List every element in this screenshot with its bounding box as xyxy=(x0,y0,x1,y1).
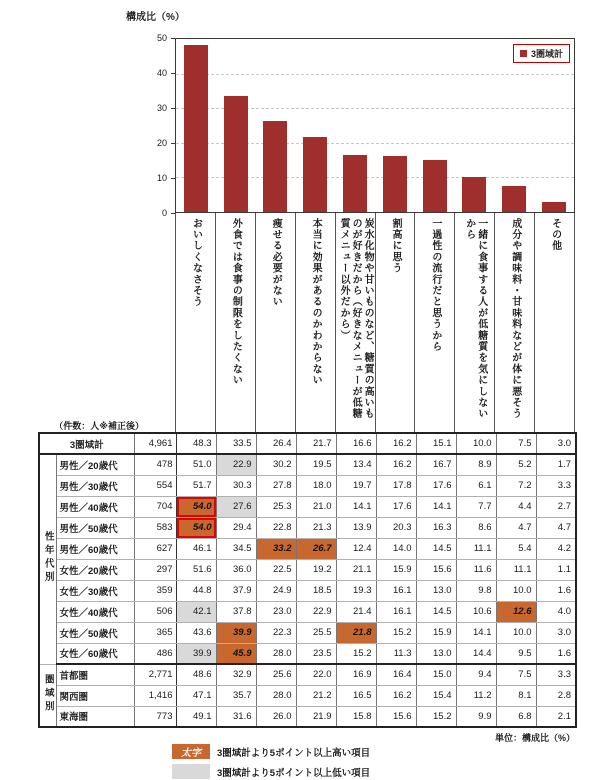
table-cell: 10.0 xyxy=(456,433,496,454)
bar xyxy=(303,137,327,212)
table-cell: 14.1 xyxy=(336,496,376,517)
table-cell: 7.5 xyxy=(496,664,536,685)
table-row xyxy=(39,433,576,454)
row-label: 男性／30歳代 xyxy=(56,475,134,496)
bar-slot xyxy=(455,39,495,212)
category-label: 割高に思う xyxy=(389,218,401,274)
table-cell: 15.2 xyxy=(336,643,376,664)
category-cell xyxy=(216,213,256,432)
table-cell: 19.7 xyxy=(336,475,376,496)
table-cell: 54.0 xyxy=(176,517,216,538)
table-cell: 11.6 xyxy=(456,559,496,580)
table-cell: 26.0 xyxy=(256,706,296,727)
table-cell: 42.1 xyxy=(176,601,216,622)
table-cell: 4.4 xyxy=(496,496,536,517)
bar xyxy=(184,45,208,212)
table-cell: 9.5 xyxy=(496,643,536,664)
bar-slot xyxy=(534,39,574,212)
row-count: 486 xyxy=(134,643,176,664)
table-cell: 16.9 xyxy=(336,664,376,685)
row-label: 男性／60歳代 xyxy=(56,538,134,559)
bar-slot xyxy=(415,39,455,212)
table-cell: 16.5 xyxy=(336,685,376,706)
low-legend-text: 3圏域計より5ポイント以上低い項目 xyxy=(217,767,371,779)
table-body xyxy=(39,433,576,727)
row-label: 東海圏 xyxy=(56,706,134,727)
row-label: 女性／50歳代 xyxy=(56,622,134,643)
table-cell: 49.1 xyxy=(176,706,216,727)
table-row xyxy=(39,664,576,685)
table-cell: 29.4 xyxy=(216,517,256,538)
table-cell: 33.2 xyxy=(256,538,296,559)
table-cell: 47.1 xyxy=(176,685,216,706)
table-cell: 14.5 xyxy=(416,538,456,559)
y-axis-ticks xyxy=(138,33,175,218)
row-label: 女性／30歳代 xyxy=(56,580,134,601)
table-cell: 16.2 xyxy=(376,454,416,475)
table-cell: 25.6 xyxy=(256,664,296,685)
table-cell: 12.6 xyxy=(496,601,536,622)
bar-slot xyxy=(375,39,415,212)
bar xyxy=(423,160,447,212)
table-cell: 11.2 xyxy=(456,685,496,706)
table-row xyxy=(39,580,576,601)
bar xyxy=(343,155,367,212)
y-tick-label: 50 xyxy=(156,33,167,43)
chart-legend xyxy=(513,44,570,63)
table-cell: 18.0 xyxy=(296,475,336,496)
table-cell: 10.0 xyxy=(496,580,536,601)
table-row xyxy=(39,454,576,475)
table-cell: 16.4 xyxy=(376,664,416,685)
table-cell: 16.1 xyxy=(376,601,416,622)
category-cell xyxy=(336,213,376,432)
table-cell: 15.1 xyxy=(416,433,456,454)
table-cell: 15.4 xyxy=(416,685,456,706)
table-cell: 21.7 xyxy=(296,433,336,454)
row-count: 627 xyxy=(134,538,176,559)
table-cell: 3.3 xyxy=(536,664,576,685)
table-cell: 8.9 xyxy=(456,454,496,475)
table-cell: 13.9 xyxy=(336,517,376,538)
table-cell: 1.7 xyxy=(536,454,576,475)
bar xyxy=(383,156,407,212)
bar xyxy=(224,96,248,212)
table-cell: 11.1 xyxy=(496,559,536,580)
table-cell: 16.2 xyxy=(376,685,416,706)
table-cell: 1.1 xyxy=(536,559,576,580)
table-cell: 13.0 xyxy=(416,580,456,601)
table-cell: 27.6 xyxy=(216,496,256,517)
table-cell: 3.0 xyxy=(536,433,576,454)
y-tick-label: 40 xyxy=(156,68,167,78)
table-cell: 15.2 xyxy=(416,706,456,727)
table-cell: 15.9 xyxy=(376,559,416,580)
table-cell: 21.3 xyxy=(296,517,336,538)
table-cell: 21.2 xyxy=(296,685,336,706)
table-cell: 37.8 xyxy=(216,601,256,622)
row-label: 男性／50歳代 xyxy=(56,517,134,538)
table-cell: 8.1 xyxy=(496,685,536,706)
table-cell: 15.9 xyxy=(416,622,456,643)
row-label: 女性／40歳代 xyxy=(56,601,134,622)
table-cell: 44.8 xyxy=(176,580,216,601)
table-cell: 48.6 xyxy=(176,664,216,685)
category-label: 炭水化物や甘いものなど、糖質の高いものが好きだから（好きなメニューが低糖質メニュー以外だから） xyxy=(338,218,374,420)
table-cell: 16.7 xyxy=(416,454,456,475)
low-swatch-icon xyxy=(172,764,210,779)
table-cell: 13.4 xyxy=(336,454,376,475)
row-label: 3圏域計 xyxy=(39,433,134,454)
table-cell: 16.6 xyxy=(336,433,376,454)
bar-chart-plot xyxy=(175,38,575,213)
table-cell: 28.0 xyxy=(256,685,296,706)
table-cell: 17.6 xyxy=(416,475,456,496)
table-cell: 9.8 xyxy=(456,580,496,601)
table-cell: 34.5 xyxy=(216,538,256,559)
table-cell: 5.4 xyxy=(496,538,536,559)
table-cell: 3.3 xyxy=(536,475,576,496)
table-cell: 51.6 xyxy=(176,559,216,580)
legend-series-marker-icon xyxy=(520,50,527,57)
table-row xyxy=(39,517,576,538)
bar xyxy=(542,202,566,212)
table-cell: 7.7 xyxy=(456,496,496,517)
table-cell: 15.8 xyxy=(336,706,376,727)
row-count: 4,961 xyxy=(134,433,176,454)
category-cell xyxy=(455,213,495,432)
table-cell: 31.6 xyxy=(216,706,256,727)
table-cell: 23.5 xyxy=(296,643,336,664)
row-count: 478 xyxy=(134,454,176,475)
bar-slot xyxy=(295,39,335,212)
table-cell: 7.5 xyxy=(496,433,536,454)
category-label: 一過性の流行だと思うから xyxy=(429,218,441,353)
table-cell: 21.1 xyxy=(336,559,376,580)
row-count: 554 xyxy=(134,475,176,496)
table-cell: 26.4 xyxy=(256,433,296,454)
category-label: 成分や調味料・甘味料などが体に悪そう xyxy=(509,218,521,420)
table-cell: 10.0 xyxy=(496,622,536,643)
bar xyxy=(502,186,526,212)
highlight-legend-low xyxy=(172,764,370,779)
category-label: 一緒に食事する人が低糖質を気にしないから xyxy=(463,218,487,420)
bar xyxy=(462,177,486,212)
table-cell: 21.8 xyxy=(336,622,376,643)
bar-slot xyxy=(494,39,534,212)
table-cell: 30.2 xyxy=(256,454,296,475)
category-cell xyxy=(296,213,336,432)
table-cell: 2.8 xyxy=(536,685,576,706)
row-group-label: 圏域別 xyxy=(42,673,54,714)
row-group-label: 性年代別 xyxy=(42,530,54,585)
table-cell: 54.0 xyxy=(176,496,216,517)
row-count: 365 xyxy=(134,622,176,643)
table-cell: 21.0 xyxy=(296,496,336,517)
table-cell: 24.9 xyxy=(256,580,296,601)
table-row xyxy=(39,643,576,664)
table-cell: 13.0 xyxy=(416,643,456,664)
table-cell: 17.8 xyxy=(376,475,416,496)
table-cell: 35.7 xyxy=(216,685,256,706)
table-cell: 21.4 xyxy=(336,601,376,622)
table-row xyxy=(39,622,576,643)
category-label: 痩せる必要がない xyxy=(270,218,282,308)
row-count: 704 xyxy=(134,496,176,517)
table-cell: 2.7 xyxy=(536,496,576,517)
category-label: 本当に効果があるのかわからない xyxy=(310,218,322,386)
table-cell: 22.0 xyxy=(296,664,336,685)
category-cell xyxy=(535,213,575,432)
high-swatch-label: 太字 xyxy=(181,748,201,759)
bars xyxy=(176,39,574,212)
table-cell: 32.9 xyxy=(216,664,256,685)
table-cell: 7.2 xyxy=(496,475,536,496)
table-cell: 22.3 xyxy=(256,622,296,643)
table-cell: 15.2 xyxy=(376,622,416,643)
table-cell: 16.2 xyxy=(376,433,416,454)
row-label: 女性／20歳代 xyxy=(56,559,134,580)
table-cell: 39.9 xyxy=(216,622,256,643)
y-axis-label: 構成比（%） xyxy=(126,12,185,23)
table-cell: 18.5 xyxy=(296,580,336,601)
table-cell: 14.0 xyxy=(376,538,416,559)
category-label: その他 xyxy=(549,218,561,252)
category-cell xyxy=(176,213,216,432)
table-row xyxy=(39,601,576,622)
table-cell: 48.3 xyxy=(176,433,216,454)
bar-slot xyxy=(256,39,296,212)
table-row xyxy=(39,685,576,706)
table-cell: 19.2 xyxy=(296,559,336,580)
table-cell: 37.9 xyxy=(216,580,256,601)
y-tick-label: 0 xyxy=(161,208,167,218)
table-cell: 16.3 xyxy=(416,517,456,538)
legend-series-label: 3圏域計 xyxy=(530,49,563,59)
table-cell: 39.9 xyxy=(176,643,216,664)
table-cell: 4.7 xyxy=(496,517,536,538)
row-label: 女性／60歳代 xyxy=(56,643,134,664)
table-cell: 11.1 xyxy=(456,538,496,559)
table-cell: 5.2 xyxy=(496,454,536,475)
table-cell: 27.8 xyxy=(256,475,296,496)
table-cell: 14.4 xyxy=(456,643,496,664)
table-cell: 26.7 xyxy=(296,538,336,559)
table-cell: 22.9 xyxy=(296,601,336,622)
table-cell: 4.7 xyxy=(536,517,576,538)
table-cell: 10.6 xyxy=(456,601,496,622)
table-cell: 28.0 xyxy=(256,643,296,664)
table-cell: 1.6 xyxy=(536,580,576,601)
table-cell: 36.0 xyxy=(216,559,256,580)
row-count: 773 xyxy=(134,706,176,727)
table-row xyxy=(39,475,576,496)
table-cell: 9.9 xyxy=(456,706,496,727)
table-cell: 22.9 xyxy=(216,454,256,475)
table-cell: 8.6 xyxy=(456,517,496,538)
table-cell: 9.4 xyxy=(456,664,496,685)
table-cell: 16.1 xyxy=(376,580,416,601)
table-cell: 6.1 xyxy=(456,475,496,496)
table-cell: 21.9 xyxy=(296,706,336,727)
unit-note: 単位：構成比（%） xyxy=(494,733,575,743)
table-cell: 51.0 xyxy=(176,454,216,475)
table-cell: 51.7 xyxy=(176,475,216,496)
bar xyxy=(263,121,287,212)
table-cell: 43.6 xyxy=(176,622,216,643)
table-cell: 14.1 xyxy=(416,496,456,517)
bar-slot xyxy=(216,39,256,212)
table-row xyxy=(39,538,576,559)
y-tick-label: 30 xyxy=(156,103,167,113)
row-count: 297 xyxy=(134,559,176,580)
table-row xyxy=(39,706,576,727)
table-cell: 19.3 xyxy=(336,580,376,601)
table-cell: 11.3 xyxy=(376,643,416,664)
table-cell: 14.5 xyxy=(416,601,456,622)
bar-slot xyxy=(335,39,375,212)
row-count: 2,771 xyxy=(134,664,176,685)
table-cell: 2.1 xyxy=(536,706,576,727)
table-cell: 23.0 xyxy=(256,601,296,622)
row-group-header xyxy=(39,664,56,727)
table-cell: 25.5 xyxy=(296,622,336,643)
table-cell: 17.6 xyxy=(376,496,416,517)
row-count: 359 xyxy=(134,580,176,601)
count-note: （件数：人※補正後） xyxy=(54,421,144,431)
data-table xyxy=(38,432,577,728)
table-cell: 25.3 xyxy=(256,496,296,517)
table-cell: 45.9 xyxy=(216,643,256,664)
table-cell: 46.1 xyxy=(176,538,216,559)
table-row xyxy=(39,559,576,580)
category-cell xyxy=(415,213,455,432)
high-legend-text: 3圏域計より5ポイント以上高い項目 xyxy=(217,747,371,759)
table-cell: 12.4 xyxy=(336,538,376,559)
table-cell: 33.5 xyxy=(216,433,256,454)
category-cell xyxy=(376,213,416,432)
table-cell: 20.3 xyxy=(376,517,416,538)
table-cell: 4.2 xyxy=(536,538,576,559)
y-tick-label: 10 xyxy=(156,173,167,183)
row-label: 関西圏 xyxy=(56,685,134,706)
row-count: 506 xyxy=(134,601,176,622)
table-cell: 15.0 xyxy=(416,664,456,685)
category-label: 外食では食事の制限をしたくない xyxy=(230,218,242,386)
row-count: 583 xyxy=(134,517,176,538)
table-cell: 6.8 xyxy=(496,706,536,727)
table-cell: 22.8 xyxy=(256,517,296,538)
bar-slot xyxy=(176,39,216,212)
table-cell: 15.6 xyxy=(376,706,416,727)
highlight-legend-high xyxy=(172,744,370,759)
table-cell: 4.0 xyxy=(536,601,576,622)
row-group-header xyxy=(39,454,56,664)
high-swatch-icon xyxy=(172,744,210,759)
y-tick-label: 20 xyxy=(156,138,167,148)
table-cell: 22.5 xyxy=(256,559,296,580)
highlight-legend xyxy=(172,744,370,780)
category-labels xyxy=(175,213,575,432)
table-cell: 3.0 xyxy=(536,622,576,643)
table-row xyxy=(39,496,576,517)
category-cell xyxy=(495,213,535,432)
row-label: 男性／40歳代 xyxy=(56,496,134,517)
table-cell: 1.6 xyxy=(536,643,576,664)
row-count: 1,416 xyxy=(134,685,176,706)
table-cell: 19.5 xyxy=(296,454,336,475)
row-label: 男性／20歳代 xyxy=(56,454,134,475)
row-label: 首都圏 xyxy=(56,664,134,685)
table-cell: 15.6 xyxy=(416,559,456,580)
category-label: おいしくなさそう xyxy=(190,218,202,308)
table-cell: 14.1 xyxy=(456,622,496,643)
table-cell: 30.3 xyxy=(216,475,256,496)
category-cell xyxy=(256,213,296,432)
